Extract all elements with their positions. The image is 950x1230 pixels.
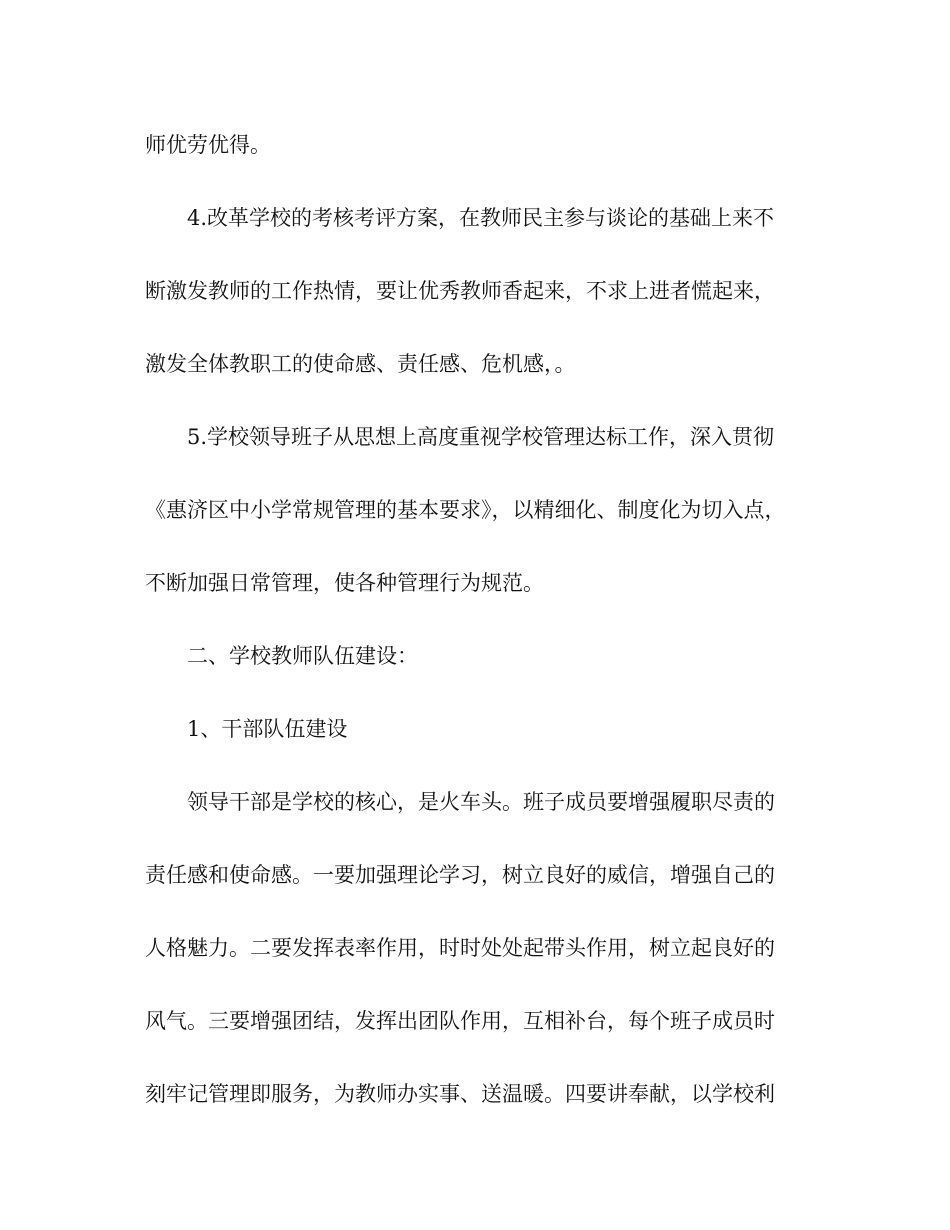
text-line: 风气。三要增强团结，发挥出团队作用，互相补台，每个班子成员时	[145, 1009, 775, 1033]
text-line: 4.改革学校的考核考评方案，在教师民主参与谈论的基础上来不	[187, 206, 775, 230]
text-line: 刻牢记管理即服务，为教师办实事、送温暖。四要讲奉献，以学校利	[145, 1082, 775, 1106]
text-line: 师优劳优得。	[145, 133, 271, 157]
text-line: 断激发教师的工作热情，要让优秀教师香起来，不求上进者慌起来，	[145, 279, 775, 303]
text-line: 5.学校领导班子从思想上高度重视学校管理达标工作，深入贯彻	[187, 425, 775, 449]
text-line: 不断加强日常管理，使各种管理行为规范。	[145, 571, 544, 595]
section-heading: 二、学校教师队伍建设：	[187, 644, 418, 668]
text-line: 激发全体教职工的使命感、责任感、危机感，。	[145, 352, 576, 376]
text-line: 领导干部是学校的核心，是火车头。班子成员要增强履职尽责的	[187, 790, 775, 814]
subsection-heading: 1、干部队伍建设	[187, 717, 348, 741]
text-line: 《惠济区中小学常规管理的基本要求》，以精细化、制度化为切入点，	[145, 498, 786, 522]
text-line: 责任感和使命感。一要加强理论学习，树立良好的威信，增强自己的	[145, 863, 775, 887]
text-line: 人格魅力。二要发挥表率作用，时时处处起带头作用，树立起良好的	[145, 936, 775, 960]
